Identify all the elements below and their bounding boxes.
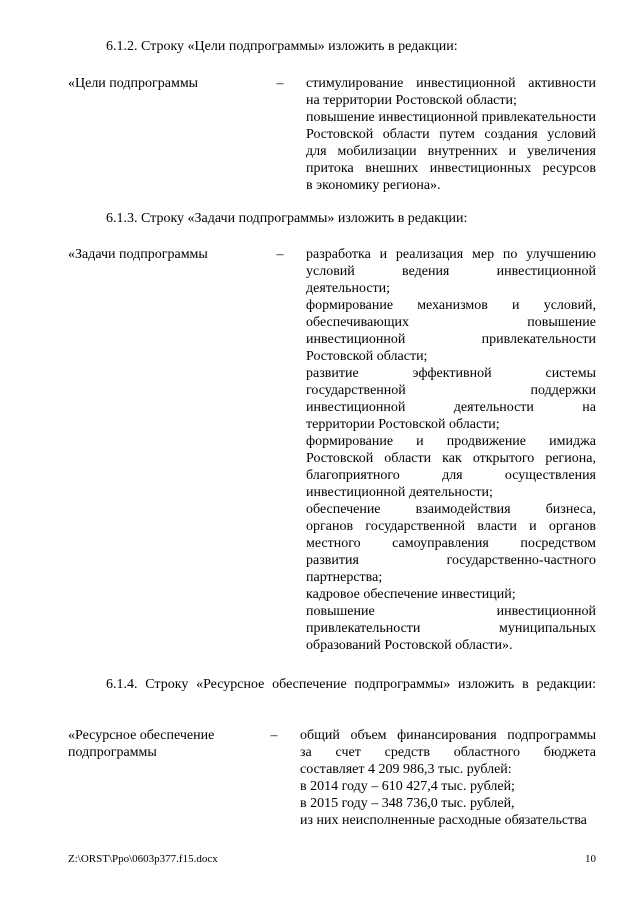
text-line: государственной поддержки [306,383,596,398]
page-footer [68,853,596,866]
file-path: Z:\ORST\Ppo\0603p377.f15.docx [68,853,218,865]
text-line: обеспечивающих повышение [306,315,596,330]
text-line: деятельности; [306,281,391,296]
text-line: в 2015 году – 348 736,0 тыс. рублей, [300,796,515,811]
text-line: стимулирование инвестиционной активности [306,76,596,91]
text-line: притока внешних инвестиционных ресурсов [306,161,596,176]
text-line: за счет средств областного бюджета [300,745,596,760]
text-line: инвестиционной привлекательности [306,332,596,347]
text-line: Ростовской области; [306,349,428,364]
goals-text [306,75,596,194]
text-line: Ростовской области как открытого региона, [306,451,596,466]
text-line: повышение инвестиционной привлекательности [306,110,596,125]
text-line: условий ведения инвестиционной [306,264,596,279]
text-line: партнерства; [306,570,383,585]
tasks-dash: – [276,247,284,262]
text-line: территории Ростовской области; [306,417,500,432]
text-line: для мобилизации внутренних и увеличения [306,144,596,159]
text-line: на территории Ростовской области; [306,93,517,108]
resources-dash: – [270,728,278,743]
tasks-text [306,246,596,654]
text-line: образований Ростовской области». [306,638,513,653]
page-number: 10 [585,853,596,865]
text-line: в 2014 году – 610 427,4 тыс. рублей; [300,779,515,794]
text-line: развитие эффективной системы [306,366,596,381]
text-line: кадровое обеспечение инвестиций; [306,587,516,602]
goals-label: «Цели подпрограммы [68,76,199,91]
text-line: формирование механизмов и условий, [306,298,596,313]
text-line: общий объем финансирования подпрограммы [300,728,596,743]
text-line: в экономику региона». [306,178,441,193]
section-heading-tasks: 6.1.3. Строку «Задачи подпрограммы» изложить в редакции: [106,211,468,226]
text-line: инвестиционной деятельности на [306,400,596,415]
text-line: органов государственной власти и органов [306,519,596,534]
tasks-label: «Задачи подпрограммы [68,247,208,262]
goals-dash: – [276,76,284,91]
text-line: повышение инвестиционной [306,604,596,619]
text-line: Ростовской области путем создания условий [306,127,596,142]
text-line: местного самоуправления посредством [306,536,596,551]
text-line: инвестиционной деятельности; [306,485,493,500]
text-line: привлекательности муниципальных [306,621,596,636]
text-line: обеспечение взаимодействия бизнеса, [306,502,596,517]
text-line: из них неисполненные расходные обязательства [300,813,587,828]
text-line: благоприятного для осуществления [306,468,596,483]
section-heading-resources: 6.1.4. Строку «Ресурсное обеспечение подпрограммы» изложить в редакции: [106,677,596,692]
resources-text [300,727,596,829]
resources-label: «Ресурсное обеспечение подпрограммы [68,728,215,760]
text-line: развития государственно-частного [306,553,596,568]
text-line: формирование и продвижение имиджа [306,434,596,449]
section-heading-goals: 6.1.2. Строку «Цели подпрограммы» изложить в редакции: [106,39,458,54]
text-line: составляет 4 209 986,3 тыс. рублей: [300,762,512,777]
text-line: разработка и реализация мер по улучшению [306,247,596,262]
